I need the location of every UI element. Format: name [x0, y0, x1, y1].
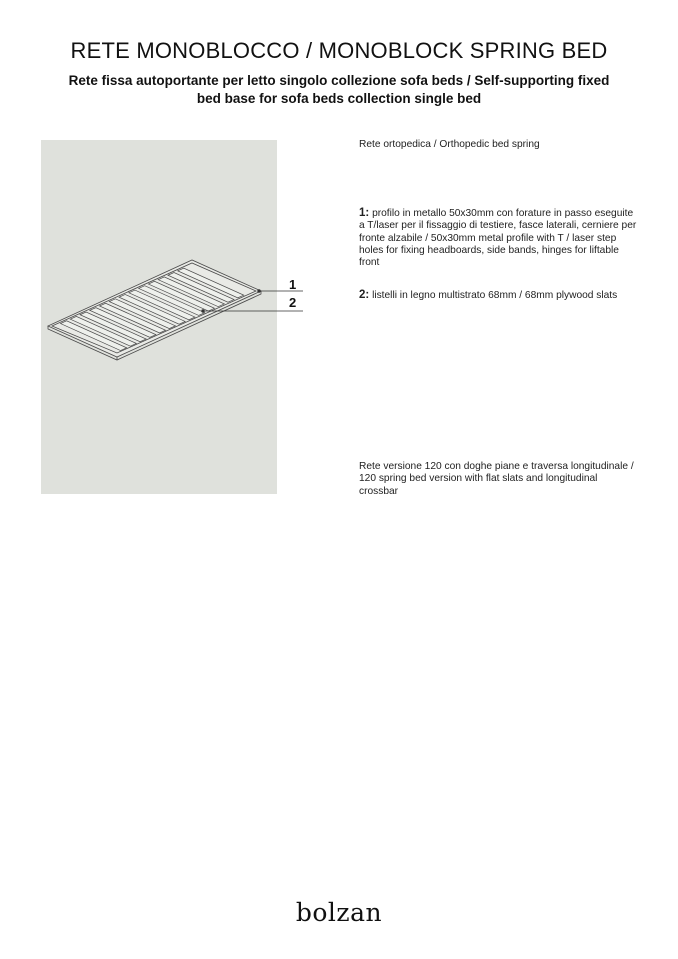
item-2-description	[359, 289, 639, 302]
callout-2: 2	[289, 295, 297, 310]
page-title: RETE MONOBLOCCO / MONOBLOCK SPRING BED	[70, 38, 608, 63]
item-1-description	[359, 207, 639, 269]
spring-bed-drawing	[41, 140, 311, 494]
page-subtitle: Rete fissa autoportante per letto singolo collezione sofa beds / Self-supporting fixed bed base for sofa beds collection single bed	[68, 73, 610, 106]
item-2-text: listelli in legno multistrato 68mm / 68mm plywood slats	[369, 290, 618, 301]
item-1-text: profilo in metallo 50x30mm con forature in passo eseguite a T/laser per il fissaggio di testiere, fasce laterali, cerniere per fronte alzabile / 50x30mm metal profile with T / laser step holes for fixing headboards, side bands, hinges for liftable front	[359, 208, 637, 269]
item-2-label: 2:	[359, 289, 370, 301]
item-1-label: 1:	[359, 207, 370, 219]
brand-logo: bolzan	[295, 898, 383, 927]
intro-text: Rete ortopedica / Orthopedic bed spring	[359, 139, 540, 150]
leader-dot-1	[258, 290, 261, 293]
leader-dot-2	[202, 310, 205, 313]
callout-1: 1	[289, 277, 297, 292]
version-note: Rete versione 120 con doghe piane e traversa longitudinale / 120 spring bed version with flat slats and longitudinal crossbar	[359, 461, 634, 497]
